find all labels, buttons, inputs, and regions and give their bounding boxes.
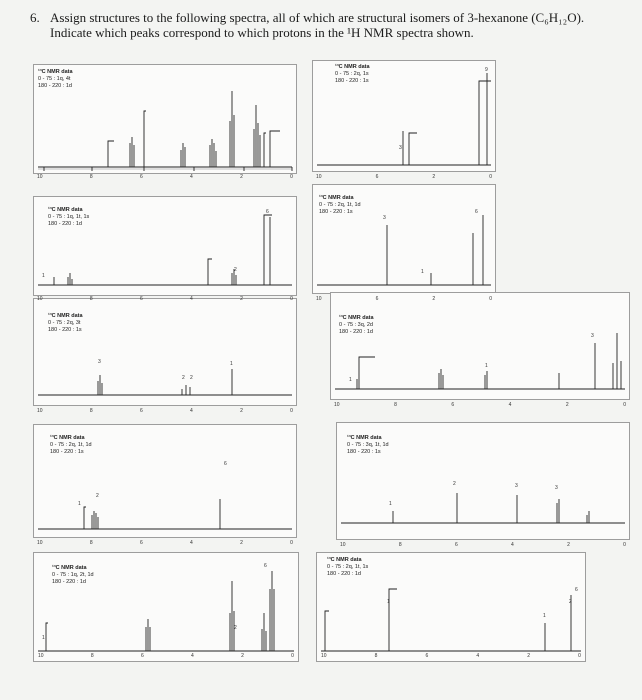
nmr-spectrum-2 [313,61,495,171]
c13-data-label: ¹³C NMR data 0 - 75 : 2q, 1t, 1d 180 - 220 : 1s [50,435,92,455]
integral-label: 3 [399,145,402,151]
question-text [30,10,630,40]
spectrum-panel-9 [33,552,299,662]
ppm-axis: 10 8 6 4 2 0 [340,542,626,548]
ppm-axis: 10 8 6 4 2 0 [37,408,293,414]
integral-label: 2 [96,493,99,499]
nmr-spectrum-6 [331,293,629,399]
spectrum-panel-2 [312,60,496,172]
ppm-axis: 10 8 6 4 2 0 [37,296,293,302]
ppm-axis: 10 8 6 4 2 0 [334,402,626,408]
integral-label: 2 [182,375,185,381]
integral-label: 1 [349,377,352,383]
ppm-axis: 10 8 6 4 2 0 [38,653,294,659]
integral-label: 2 [234,625,237,631]
integral-label: 1 [421,269,424,275]
ppm-axis: 10 6 2 0 [316,296,492,302]
integral-label: 2 [234,267,237,273]
ppm-axis: 10 8 6 4 2 0 [321,653,581,659]
integral-label: 2 [453,481,456,487]
c13-data-label: ¹³C NMR data 0 - 75 : 3q, 1t, 1d 180 - 220 : 1s [347,435,389,455]
nmr-spectrum-7 [34,425,296,537]
integral-label: 1 [42,273,45,279]
integral-label: 3 [515,483,518,489]
spectrum-panel-7 [33,424,297,538]
integral-label: 2 [569,599,572,605]
integral-label: 1 [42,635,45,641]
spectrum-panel-1 [33,64,297,174]
nmr-spectrum-4 [313,185,495,293]
nmr-spectrum-5 [34,299,296,405]
ppm-axis: 10 8 6 4 2 0 [37,540,293,546]
integral-label: 1 [230,361,233,367]
integral-label: 9 [485,67,488,73]
question-line-1: Assign structures to the following spectra, all of which are structural isomers of 3-hexanone (C₆H₁₂O). [50,10,585,25]
spectrum-panel-6 [330,292,630,400]
c13-data-label: ¹³C NMR data 0 - 75 : 1q, 4t 180 - 220 : 1d [38,69,73,89]
integral-label: 6 [224,461,227,467]
c13-data-label: ¹³C NMR data 0 - 75 : 2q, 1t, 1d 180 - 220 : 1s [319,195,361,215]
integral-label: 1 [485,363,488,369]
nmr-spectrum-9 [34,553,298,661]
integral-label: 6 [266,209,269,215]
integral-label: 1 [78,501,81,507]
integral-label: 3 [383,215,386,221]
spectrum-panel-8 [336,422,630,540]
c13-data-label: ¹³C NMR data 0 - 75 : 1q, 1t, 1s 180 - 220 : 1d [48,207,90,227]
nmr-spectrum-8 [337,423,629,539]
integral-label: 3 [555,485,558,491]
integral-label: 1 [543,613,546,619]
integral-label: 3 [98,359,101,365]
nmr-spectrum-10 [317,553,585,661]
integral-label: 6 [575,587,578,593]
c13-data-label: ¹³C NMR data 0 - 75 : 2q, 3t 180 - 220 : 1s [48,313,83,333]
integral-label: 6 [264,563,267,569]
c13-data-label: ¹³C NMR data 0 - 75 : 2q, 1s 180 - 220 : 1s [335,64,370,84]
question-line-2: Indicate which peaks correspond to which protons in the ¹H NMR spectra shown. [50,25,474,40]
spectrum-panel-5 [33,298,297,406]
ppm-axis: 10 6 2 0 [316,174,492,180]
spectrum-panel-4 [312,184,496,294]
integral-label: 1 [389,501,392,507]
nmr-spectrum-1 [34,65,296,173]
integral-label: 2 [190,375,193,381]
c13-data-label: ¹³C NMR data 0 - 75 : 1q, 2t, 1d 180 - 220 : 1d [52,565,94,585]
spectrum-panel-10 [316,552,586,662]
integral-label: 1 [387,599,390,605]
nmr-spectrum-3 [34,197,296,295]
c13-data-label: ¹³C NMR data 0 - 75 : 2q, 1t, 1s 180 - 220 : 1d [327,557,369,577]
spectrum-panel-3 [33,196,297,296]
question-number: 6. [30,10,40,25]
integral-label: 3 [591,333,594,339]
integral-label: 6 [475,209,478,215]
c13-data-label: ¹³C NMR data 0 - 75 : 3q, 2d 180 - 220 : 1d [339,315,374,335]
ppm-axis: 10 8 6 4 2 0 [37,174,293,180]
